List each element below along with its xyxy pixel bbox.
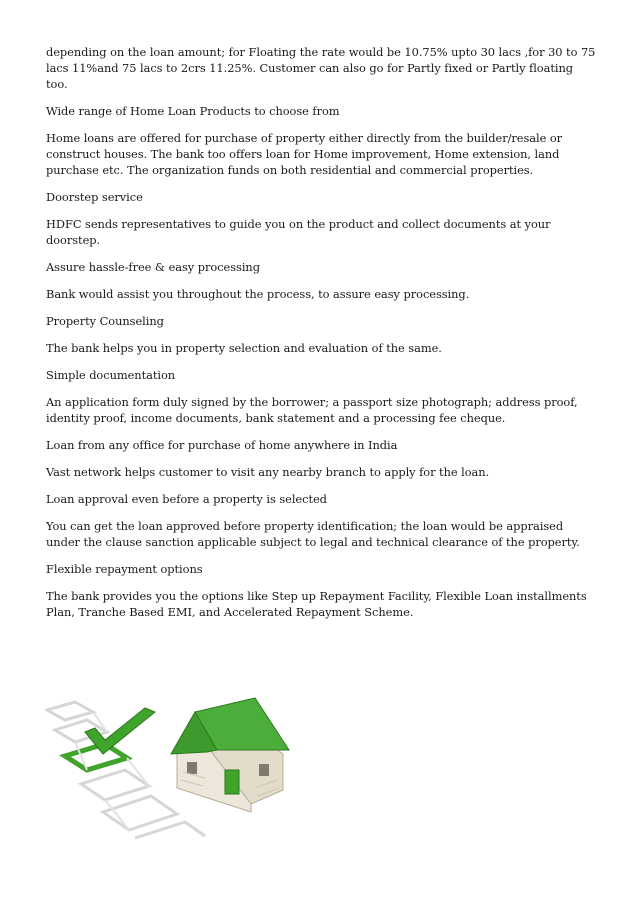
heading-loan-approval: Loan approval even before a property is selected [46,492,327,506]
paragraph-rates: depending on the loan amount; for Floating the rate would be 10.75% upto 30 lacs ,for 30 to 75 lacs 11%and 75 lacs to 2crs 11.25%. Customer can also go for Partly fixed or Partly floating too. [46,45,596,91]
heading-easy-processing: Assure hassle-free & easy processing [46,260,260,274]
document-page [46,44,598,631]
house-checklist-illustration [45,692,290,840]
paragraph-property-counseling: The bank helps you in property selection and evaluation of the same. [46,341,442,355]
paragraph-doorstep-service: HDFC sends representatives to guide you on the product and collect documents at your doorstep. [46,217,551,247]
paragraph-any-office: Vast network helps customer to visit any nearby branch to apply for the loan. [46,465,490,479]
paragraph-simple-documentation: An application form duly signed by the borrower; a passport size photograph; address proof, identity proof, income documents, bank statement and a processing fee cheque. [46,395,578,425]
paragraph-loan-approval: You can get the loan approved before property identification; the loan would be appraised under the clause sanction applicable subject to legal and technical clearance of the property. [46,519,580,549]
heading-simple-documentation: Simple documentation [46,368,176,382]
paragraph-easy-processing: Bank would assist you throughout the process, to assure easy processing. [46,287,470,301]
heading-property-counseling: Property Counseling [46,314,164,328]
heading-product-range: Wide range of Home Loan Products to choose from [46,104,340,118]
paragraph-flexible-repayment: The bank provides you the options like Step up Repayment Facility, Flexible Loan installments Plan, Tranche Based EMI, and Accelerated Repayment Scheme. [46,589,587,619]
heading-doorstep-service: Doorstep service [46,190,143,204]
house-icon [171,698,289,812]
paragraph-product-range: Home loans are offered for purchase of property either directly from the builder/resale or construct houses. The bank too offers loan for Home improvement, Home extension, land purchase etc. The organization funds on both residential and commercial properties. [46,131,563,177]
heading-flexible-repayment: Flexible repayment options [46,562,203,576]
heading-any-office: Loan from any office for purchase of home anywhere in India [46,438,398,452]
